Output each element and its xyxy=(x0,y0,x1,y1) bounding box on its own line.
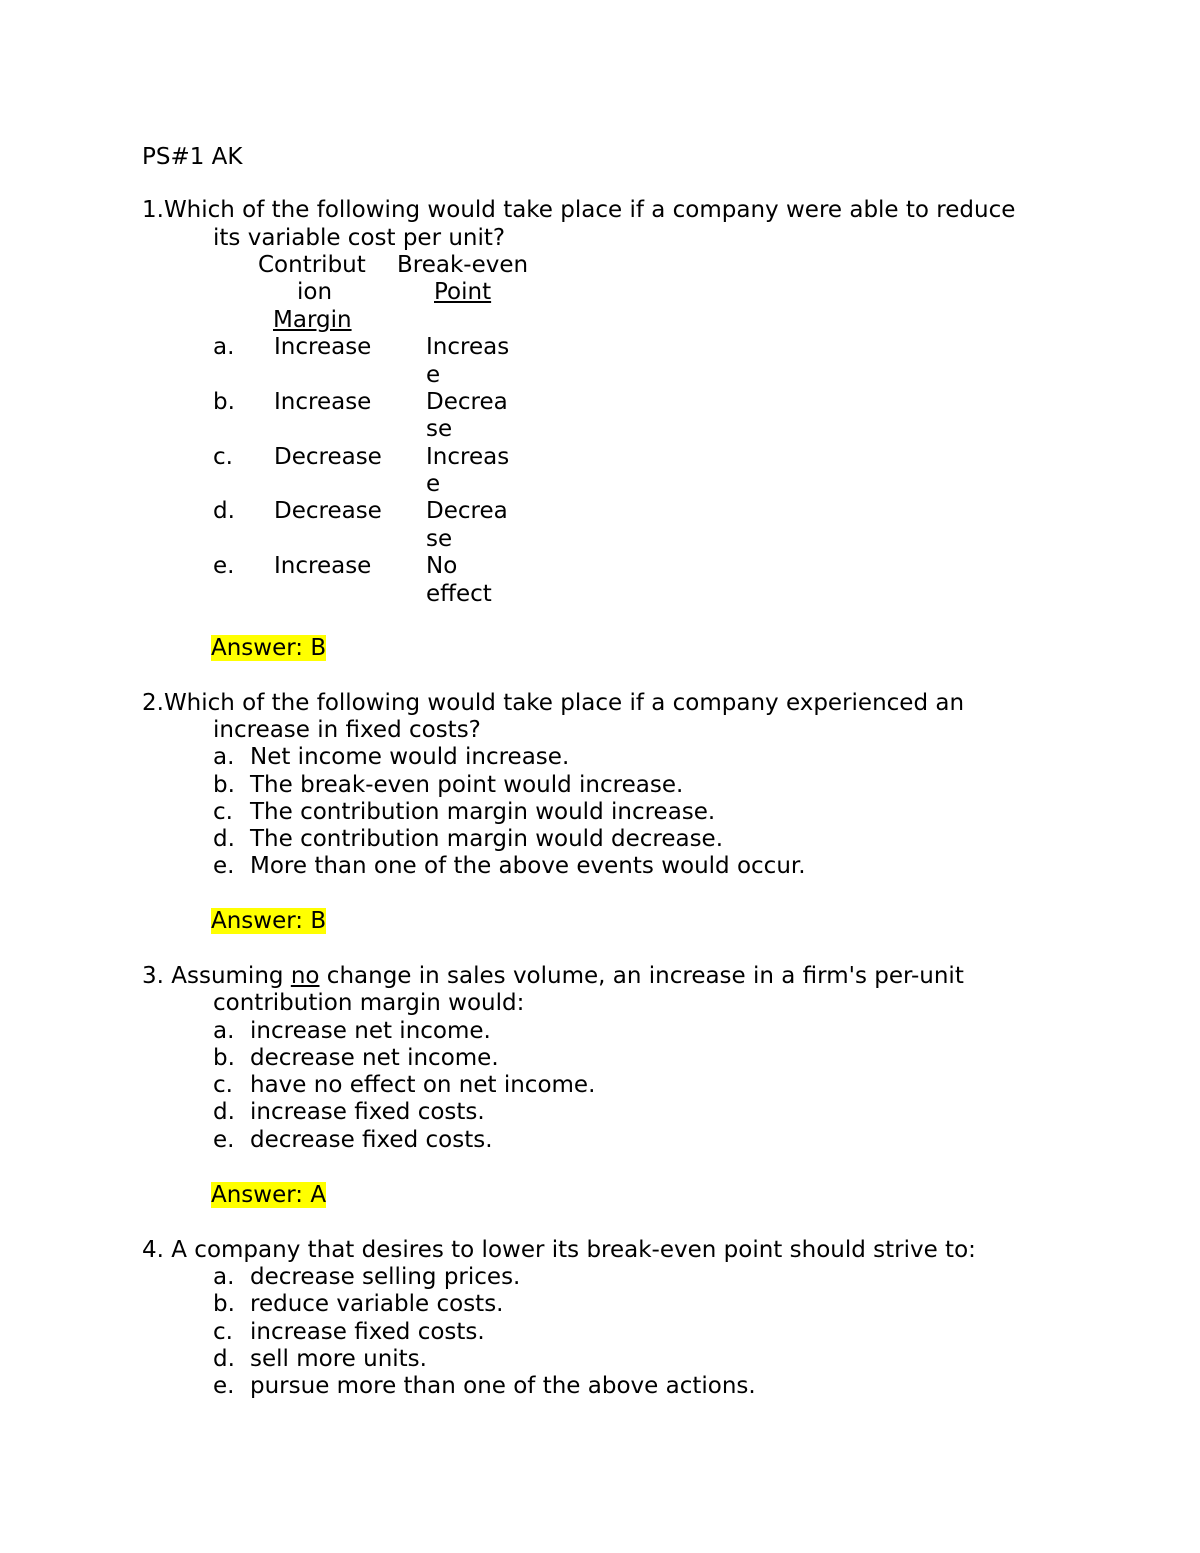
q3-option-c-text: have no effect on net income. xyxy=(250,1072,596,1098)
answer-highlight: Answer: B xyxy=(211,635,327,661)
q3-option-b-text: decrease net income. xyxy=(250,1045,499,1071)
q1-row-c-be-1: Increas xyxy=(426,444,510,470)
q1-col1-header-1: Contribut xyxy=(258,252,366,278)
q3-answer xyxy=(211,1181,326,1209)
q1-row-b-letter: b. xyxy=(213,389,235,415)
q4-option-e-letter: e. xyxy=(213,1373,235,1399)
q1-col1-header-3: Margin xyxy=(273,307,352,333)
q2-option-d-text: The contribution margin would decrease. xyxy=(250,826,724,852)
q4-option-a-letter: a. xyxy=(213,1264,235,1290)
q2-option-d-letter: d. xyxy=(213,826,235,852)
answer-highlight: Answer: B xyxy=(211,908,327,934)
q1-row-e-letter: e. xyxy=(213,553,235,579)
q1-row-d-letter: d. xyxy=(213,498,235,524)
q4-option-c-text: increase fixed costs. xyxy=(250,1319,485,1345)
q1-row-a-be-2: e xyxy=(426,362,441,388)
q1-stem-line1: 1.Which of the following would take place if a company were able to reduce xyxy=(142,197,1016,223)
q1-row-e-be-1: No xyxy=(426,553,458,579)
q1-row-c-letter: c. xyxy=(213,444,233,470)
q4-option-b-letter: b. xyxy=(213,1291,235,1317)
q1-row-b-be-2: se xyxy=(426,416,453,442)
q3-option-c-letter: c. xyxy=(213,1072,233,1098)
q3-option-e-letter: e. xyxy=(213,1127,235,1153)
q3-option-b-letter: b. xyxy=(213,1045,235,1071)
q3-option-a-letter: a. xyxy=(213,1018,235,1044)
q3-stem-pre: 3. Assuming xyxy=(142,963,291,989)
q3-stem-underlined: no xyxy=(290,963,320,989)
answer-highlight: Answer: A xyxy=(211,1182,327,1208)
q1-row-c-cm: Decrease xyxy=(274,444,382,470)
q1-answer xyxy=(211,634,326,662)
q1-row-e-be-2: effect xyxy=(426,581,492,607)
q2-option-b-text: The break-even point would increase. xyxy=(250,772,684,798)
q1-row-a-cm: Increase xyxy=(274,334,372,360)
q1-row-a-be-1: Increas xyxy=(426,334,510,360)
q2-option-c-letter: c. xyxy=(213,799,233,825)
q4-option-a-text: decrease selling prices. xyxy=(250,1264,521,1290)
q2-answer xyxy=(211,907,326,935)
q3-option-e-text: decrease fixed costs. xyxy=(250,1127,493,1153)
q4-option-c-letter: c. xyxy=(213,1319,233,1345)
q2-option-e-letter: e. xyxy=(213,853,235,879)
q2-option-c-text: The contribution margin would increase. xyxy=(250,799,716,825)
q1-row-d-be-1: Decrea xyxy=(426,498,508,524)
q2-option-a-text: Net income would increase. xyxy=(250,744,570,770)
q3-option-d-text: increase fixed costs. xyxy=(250,1099,485,1125)
q4-stem-line1: 4. A company that desires to lower its break-even point should strive to: xyxy=(142,1237,976,1263)
q1-row-a-letter: a. xyxy=(213,334,235,360)
q4-option-d-text: sell more units. xyxy=(250,1346,427,1372)
q2-stem-line1: 2.Which of the following would take place if a company experienced an xyxy=(142,690,965,716)
q1-col2-header-1: Break-even xyxy=(397,252,529,278)
q1-col2-header-2: Point xyxy=(434,279,492,305)
q1-row-d-cm: Decrease xyxy=(274,498,382,524)
q3-option-d-letter: d. xyxy=(213,1099,235,1125)
q4-option-b-text: reduce variable costs. xyxy=(250,1291,504,1317)
q2-option-e-text: More than one of the above events would occur. xyxy=(250,853,806,879)
q1-stem-line2: its variable cost per unit? xyxy=(213,225,506,251)
q1-col1-header-2: ion xyxy=(297,279,333,305)
q1-row-b-cm: Increase xyxy=(274,389,372,415)
q3-option-a-text: increase net income. xyxy=(250,1018,491,1044)
q4-option-d-letter: d. xyxy=(213,1346,235,1372)
q1-row-c-be-2: e xyxy=(426,471,441,497)
q1-row-b-be-1: Decrea xyxy=(426,389,508,415)
q3-stem-line2: contribution margin would: xyxy=(213,990,525,1016)
q3-stem-line1 xyxy=(142,962,964,990)
q1-row-d-be-2: se xyxy=(426,526,453,552)
q4-option-e-text: pursue more than one of the above actions. xyxy=(250,1373,756,1399)
q3-stem-post: change in sales volume, an increase in a firm's per-unit xyxy=(319,963,964,989)
q2-option-b-letter: b. xyxy=(213,772,235,798)
doc-title: PS#1 AK xyxy=(142,144,243,170)
q2-option-a-letter: a. xyxy=(213,744,235,770)
q2-stem-line2: increase in fixed costs? xyxy=(213,717,481,743)
q1-row-e-cm: Increase xyxy=(274,553,372,579)
